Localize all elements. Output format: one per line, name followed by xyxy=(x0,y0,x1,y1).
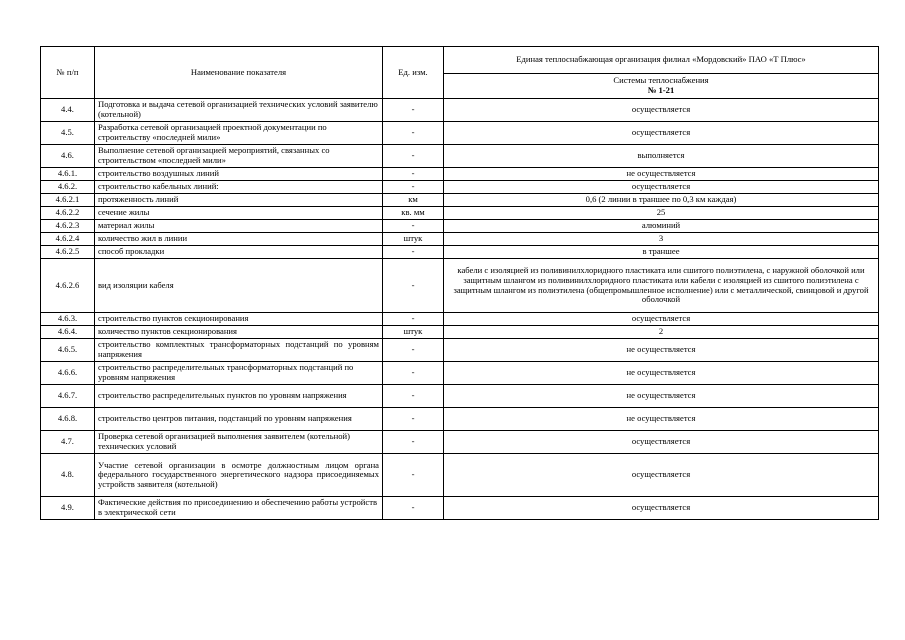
row-unit: - xyxy=(383,454,444,497)
row-unit: - xyxy=(383,220,444,233)
header-row xyxy=(41,47,879,74)
row-num: 4.5. xyxy=(41,122,95,145)
row-num: 4.8. xyxy=(41,454,95,497)
row-num: 4.6.1. xyxy=(41,168,95,181)
row-value: осуществляется xyxy=(444,99,879,122)
row-name: вид изоляции кабеля xyxy=(95,259,383,313)
table-row xyxy=(41,454,879,497)
row-num: 4.6.2.6 xyxy=(41,259,95,313)
row-unit: - xyxy=(383,339,444,362)
row-num: 4.6.7. xyxy=(41,385,95,408)
row-unit: - xyxy=(383,362,444,385)
row-unit: - xyxy=(383,99,444,122)
row-value: кабели с изоляцией из поливинилхлоридного пластиката или сшитого полиэтилена, с наружной оболочкой или защитным шлангом из поливинилхлоридного пластиката или кабели с изоляцией из сшитого полиэтилена с защитным шлангом из полиэтилена (общепромышленное исполнение) или с металлической, свинцовой и другой оболочкой xyxy=(444,259,879,313)
row-name: материал жилы xyxy=(95,220,383,233)
table-row xyxy=(41,99,879,122)
row-name: протяженность линий xyxy=(95,194,383,207)
row-value: осуществляется xyxy=(444,454,879,497)
row-unit: - xyxy=(383,181,444,194)
row-unit: - xyxy=(383,385,444,408)
table-row xyxy=(41,259,879,313)
row-unit: - xyxy=(383,122,444,145)
table-row xyxy=(41,194,879,207)
table-row xyxy=(41,326,879,339)
header-systems: Системы теплоснабжения xyxy=(613,75,709,86)
row-name: Подготовка и выдача сетевой организацией технических условий заявителю (котельной) xyxy=(95,99,383,122)
row-num: 4.6.2. xyxy=(41,181,95,194)
row-unit: км xyxy=(383,194,444,207)
table-row xyxy=(41,362,879,385)
header-unit: Ед. изм. xyxy=(383,47,444,99)
row-unit: - xyxy=(383,259,444,313)
row-num: 4.6.5. xyxy=(41,339,95,362)
row-name: строительство центров питания, подстанций по уровням напряжения xyxy=(95,408,383,431)
row-num: 4.6.2.3 xyxy=(41,220,95,233)
row-value: не осуществляется xyxy=(444,385,879,408)
row-unit: штук xyxy=(383,326,444,339)
row-value: не осуществляется xyxy=(444,362,879,385)
header-name: Наименование показателя xyxy=(95,47,383,99)
row-value: осуществляется xyxy=(444,431,879,454)
row-value: осуществляется xyxy=(444,122,879,145)
table-row xyxy=(41,233,879,246)
row-num: 4.6.8. xyxy=(41,408,95,431)
table-row xyxy=(41,408,879,431)
row-num: 4.6.2.1 xyxy=(41,194,95,207)
table-row xyxy=(41,246,879,259)
header-systems-num: № 1-21 xyxy=(647,85,675,95)
table-row xyxy=(41,122,879,145)
row-unit: - xyxy=(383,313,444,326)
row-value: не осуществляется xyxy=(444,339,879,362)
row-name: способ прокладки xyxy=(95,246,383,259)
row-num: 4.6.4. xyxy=(41,326,95,339)
row-value: выполняется xyxy=(444,145,879,168)
row-value: 3 xyxy=(444,233,879,246)
table-row xyxy=(41,145,879,168)
row-unit: кв. мм xyxy=(383,207,444,220)
table-row xyxy=(41,385,879,408)
table-row xyxy=(41,431,879,454)
row-name: Фактические действия по присоединению и обеспечению работы устройств в электрической сети xyxy=(95,497,383,520)
row-value: 25 xyxy=(444,207,879,220)
row-num: 4.6.2.4 xyxy=(41,233,95,246)
row-num: 4.6.6. xyxy=(41,362,95,385)
table-row xyxy=(41,220,879,233)
table-row xyxy=(41,168,879,181)
row-name: строительство распределительных пунктов по уровням напряжения xyxy=(95,385,383,408)
row-name: строительство пунктов секционирования xyxy=(95,313,383,326)
row-value: не осуществляется xyxy=(444,408,879,431)
row-unit: - xyxy=(383,497,444,520)
row-value: не осуществляется xyxy=(444,168,879,181)
row-name: Участие сетевой организации в осмотре должностным лицом органа федерального государственного энергетического надзора присоединяемых устройств заявителя (котельной) xyxy=(95,454,383,497)
row-unit: - xyxy=(383,145,444,168)
row-value: осуществляется xyxy=(444,313,879,326)
row-value: осуществляется xyxy=(444,181,879,194)
row-num: 4.6.2.5 xyxy=(41,246,95,259)
header-org: Единая теплоснабжающая организация филиал «Мордовский» ПАО «Т Плюс» xyxy=(444,47,879,74)
row-value: в траншее xyxy=(444,246,879,259)
row-value: осуществляется xyxy=(444,497,879,520)
row-name: Выполнение сетевой организацией мероприятий, связанных со строительством «последней мили» xyxy=(95,145,383,168)
row-name: количество пунктов секционирования xyxy=(95,326,383,339)
row-name: Разработка сетевой организацией проектной документации по строительству «последней мили» xyxy=(95,122,383,145)
row-name: строительство комплектных трансформаторных подстанций по уровням напряжения xyxy=(95,339,383,362)
table-row xyxy=(41,207,879,220)
header-systems-cell xyxy=(444,74,879,99)
row-unit: - xyxy=(383,408,444,431)
indicators-table xyxy=(40,46,879,520)
row-num: 4.4. xyxy=(41,99,95,122)
row-name: Проверка сетевой организацией выполнения заявителем (котельной) технических условий xyxy=(95,431,383,454)
row-num: 4.7. xyxy=(41,431,95,454)
row-value: алюминий xyxy=(444,220,879,233)
row-num: 4.6.2.2 xyxy=(41,207,95,220)
row-unit: штук xyxy=(383,233,444,246)
row-unit: - xyxy=(383,246,444,259)
row-num: 4.6.3. xyxy=(41,313,95,326)
table-row xyxy=(41,313,879,326)
row-num: 4.9. xyxy=(41,497,95,520)
row-value: 2 xyxy=(444,326,879,339)
row-num: 4.6. xyxy=(41,145,95,168)
row-name: строительство воздушных линий xyxy=(95,168,383,181)
row-unit: - xyxy=(383,431,444,454)
table-row xyxy=(41,497,879,520)
table-row xyxy=(41,181,879,194)
row-name: строительство распределительных трансформаторных подстанций по уровням напряжения xyxy=(95,362,383,385)
row-value: 0,6 (2 линии в траншее по 0,3 км каждая) xyxy=(444,194,879,207)
row-name: сечение жилы xyxy=(95,207,383,220)
row-name: количество жил в линии xyxy=(95,233,383,246)
row-unit: - xyxy=(383,168,444,181)
row-name: строительство кабельных линий: xyxy=(95,181,383,194)
header-num: № п/п xyxy=(41,47,95,99)
table-row xyxy=(41,339,879,362)
